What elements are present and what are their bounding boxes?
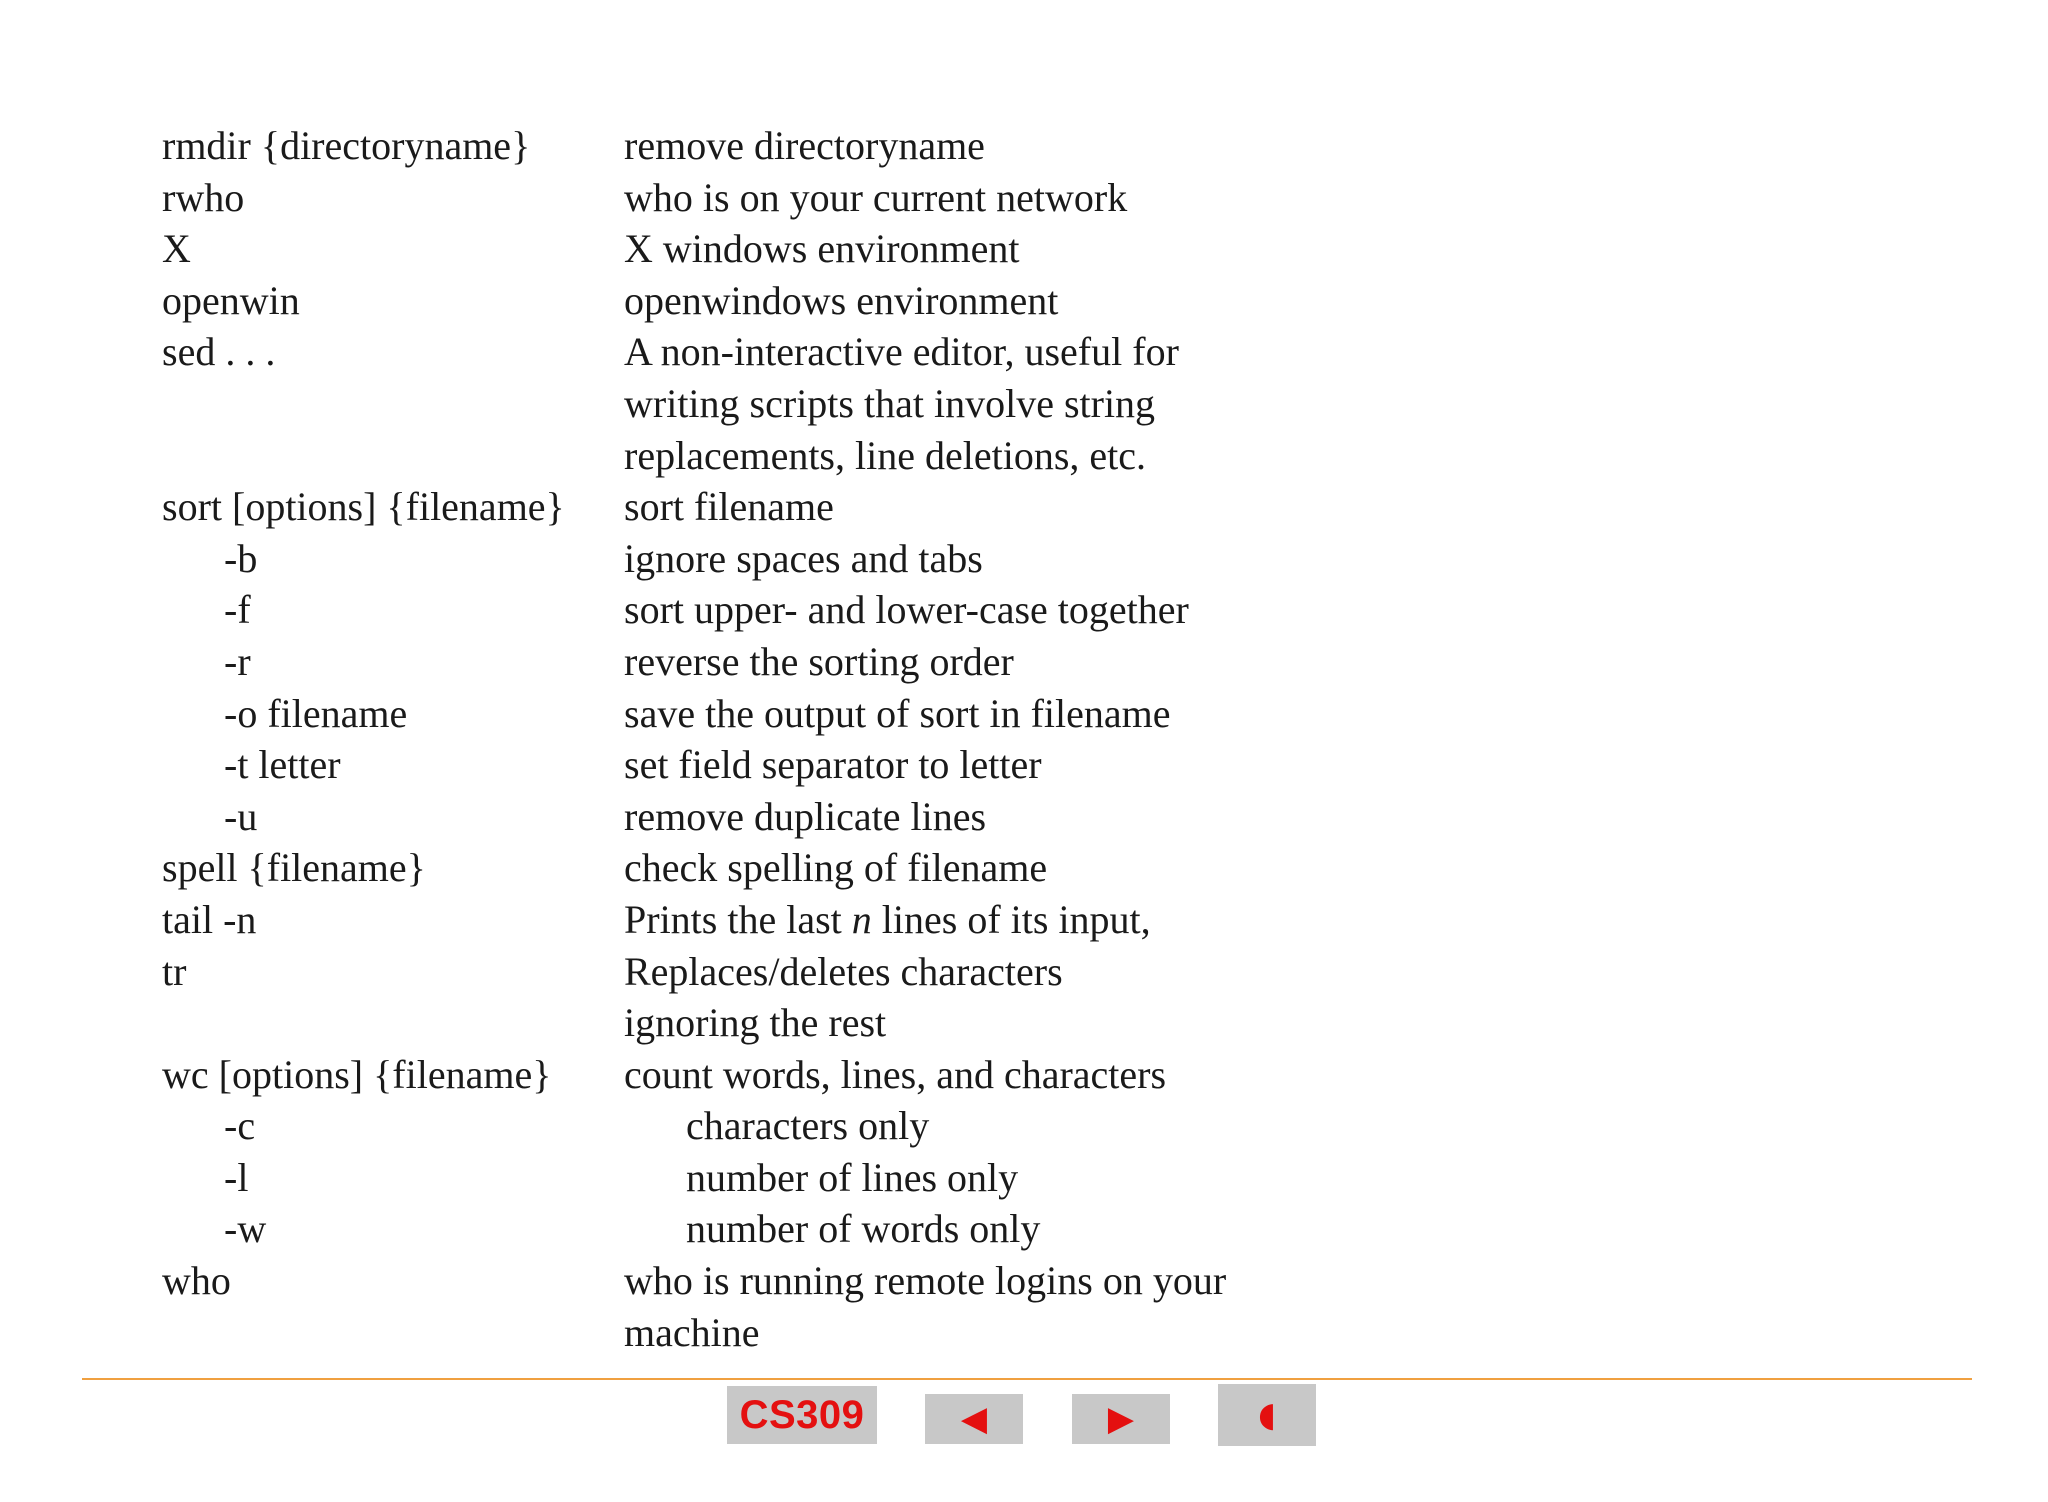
description-prefix: Prints the last — [624, 896, 852, 942]
description-cell: ignoring the rest — [624, 1000, 887, 1046]
description-cell: replacements, line deletions, etc. — [624, 432, 1147, 478]
option-cell: -l — [224, 1154, 249, 1200]
course-label: CS309 — [739, 1392, 865, 1437]
command-table — [162, 120, 1226, 1358]
table-row — [162, 1307, 1226, 1359]
description-cell: check spelling of filename — [624, 845, 1048, 891]
command-cell: tr — [162, 948, 187, 994]
table-row — [162, 533, 1226, 585]
description-cell: X windows environment — [624, 226, 1020, 272]
option-cell: -t letter — [224, 742, 341, 788]
table-row — [162, 481, 1226, 533]
variable-n: n — [851, 896, 872, 942]
table-row — [162, 1152, 1226, 1204]
next-slide-button[interactable] — [1072, 1394, 1170, 1444]
description-cell: remove duplicate lines — [624, 793, 987, 839]
description-cell: ignore spaces and tabs — [624, 535, 983, 581]
table-row — [162, 223, 1226, 275]
description-cell: Replaces/deletes characters — [624, 948, 1063, 994]
table-row — [162, 430, 1226, 482]
description-cell: remove directoryname — [624, 123, 985, 168]
return-button[interactable] — [1218, 1384, 1316, 1446]
description-cell: reverse the sorting order — [624, 638, 1014, 684]
table-row — [162, 378, 1226, 430]
description-suffix: lines of its input, — [871, 896, 1151, 942]
description-cell: who is on your current network — [624, 174, 1128, 220]
option-cell: -r — [224, 638, 251, 684]
right-triangle-icon: ▶ — [1107, 1399, 1135, 1439]
description-cell: who is running remote logins on your — [624, 1258, 1227, 1304]
description-cell: characters only — [686, 1103, 930, 1149]
option-cell: -c — [224, 1103, 256, 1149]
description-cell: save the output of sort in filename — [624, 690, 1171, 736]
option-cell: -f — [224, 587, 251, 633]
command-cell: who — [162, 1258, 231, 1304]
table-row — [162, 1255, 1226, 1307]
command-cell: rwho — [162, 174, 245, 220]
option-cell: -w — [224, 1206, 267, 1252]
table-row — [162, 739, 1226, 791]
table-row — [162, 688, 1226, 740]
command-cell: wc [options] {filename} — [162, 1051, 552, 1097]
description-cell: count words, lines, and characters — [624, 1051, 1167, 1097]
table-row — [162, 275, 1226, 327]
command-cell: rmdir {directoryname} — [162, 123, 531, 168]
table-row — [162, 120, 1226, 172]
description-cell: openwindows environment — [624, 277, 1059, 323]
option-cell: -u — [224, 793, 258, 839]
previous-slide-button[interactable] — [925, 1394, 1023, 1444]
table-row — [162, 636, 1226, 688]
command-cell: X — [162, 226, 191, 272]
description-cell: machine — [624, 1309, 760, 1355]
return-icon: ◖ — [1258, 1395, 1276, 1435]
table-row — [162, 1100, 1226, 1152]
description-cell: writing scripts that involve string — [624, 380, 1156, 426]
description-cell: number of words only — [686, 1206, 1041, 1252]
description-cell — [624, 894, 1226, 946]
table-row — [162, 1203, 1226, 1255]
table-row — [162, 584, 1226, 636]
command-cell — [162, 378, 624, 430]
command-cell — [162, 430, 624, 482]
description-cell: sort upper- and lower-case together — [624, 587, 1189, 633]
command-cell: spell {filename} — [162, 845, 426, 891]
description-cell: sort filename — [624, 484, 834, 530]
command-cell: sed . . . — [162, 329, 276, 375]
table-row — [162, 946, 1226, 998]
left-triangle-icon: ◀ — [960, 1399, 988, 1439]
command-cell — [162, 997, 624, 1049]
table-row — [162, 997, 1226, 1049]
table-row — [162, 894, 1226, 946]
option-cell: -b — [224, 535, 258, 581]
course-home-button[interactable] — [727, 1386, 877, 1444]
table-row — [162, 326, 1226, 378]
command-cell: tail -n — [162, 896, 257, 942]
description-cell: A non-interactive editor, useful for — [624, 329, 1179, 375]
table-row — [162, 1049, 1226, 1101]
option-cell: -o filename — [224, 690, 408, 736]
command-cell: sort [options] {filename} — [162, 484, 565, 530]
table-row — [162, 842, 1226, 894]
description-cell: number of lines only — [686, 1154, 1019, 1200]
command-cell: openwin — [162, 277, 300, 323]
table-row — [162, 172, 1226, 224]
description-cell: set field separator to letter — [624, 742, 1042, 788]
table-row — [162, 791, 1226, 843]
footer-divider — [82, 1378, 1972, 1380]
command-cell — [162, 1307, 624, 1359]
